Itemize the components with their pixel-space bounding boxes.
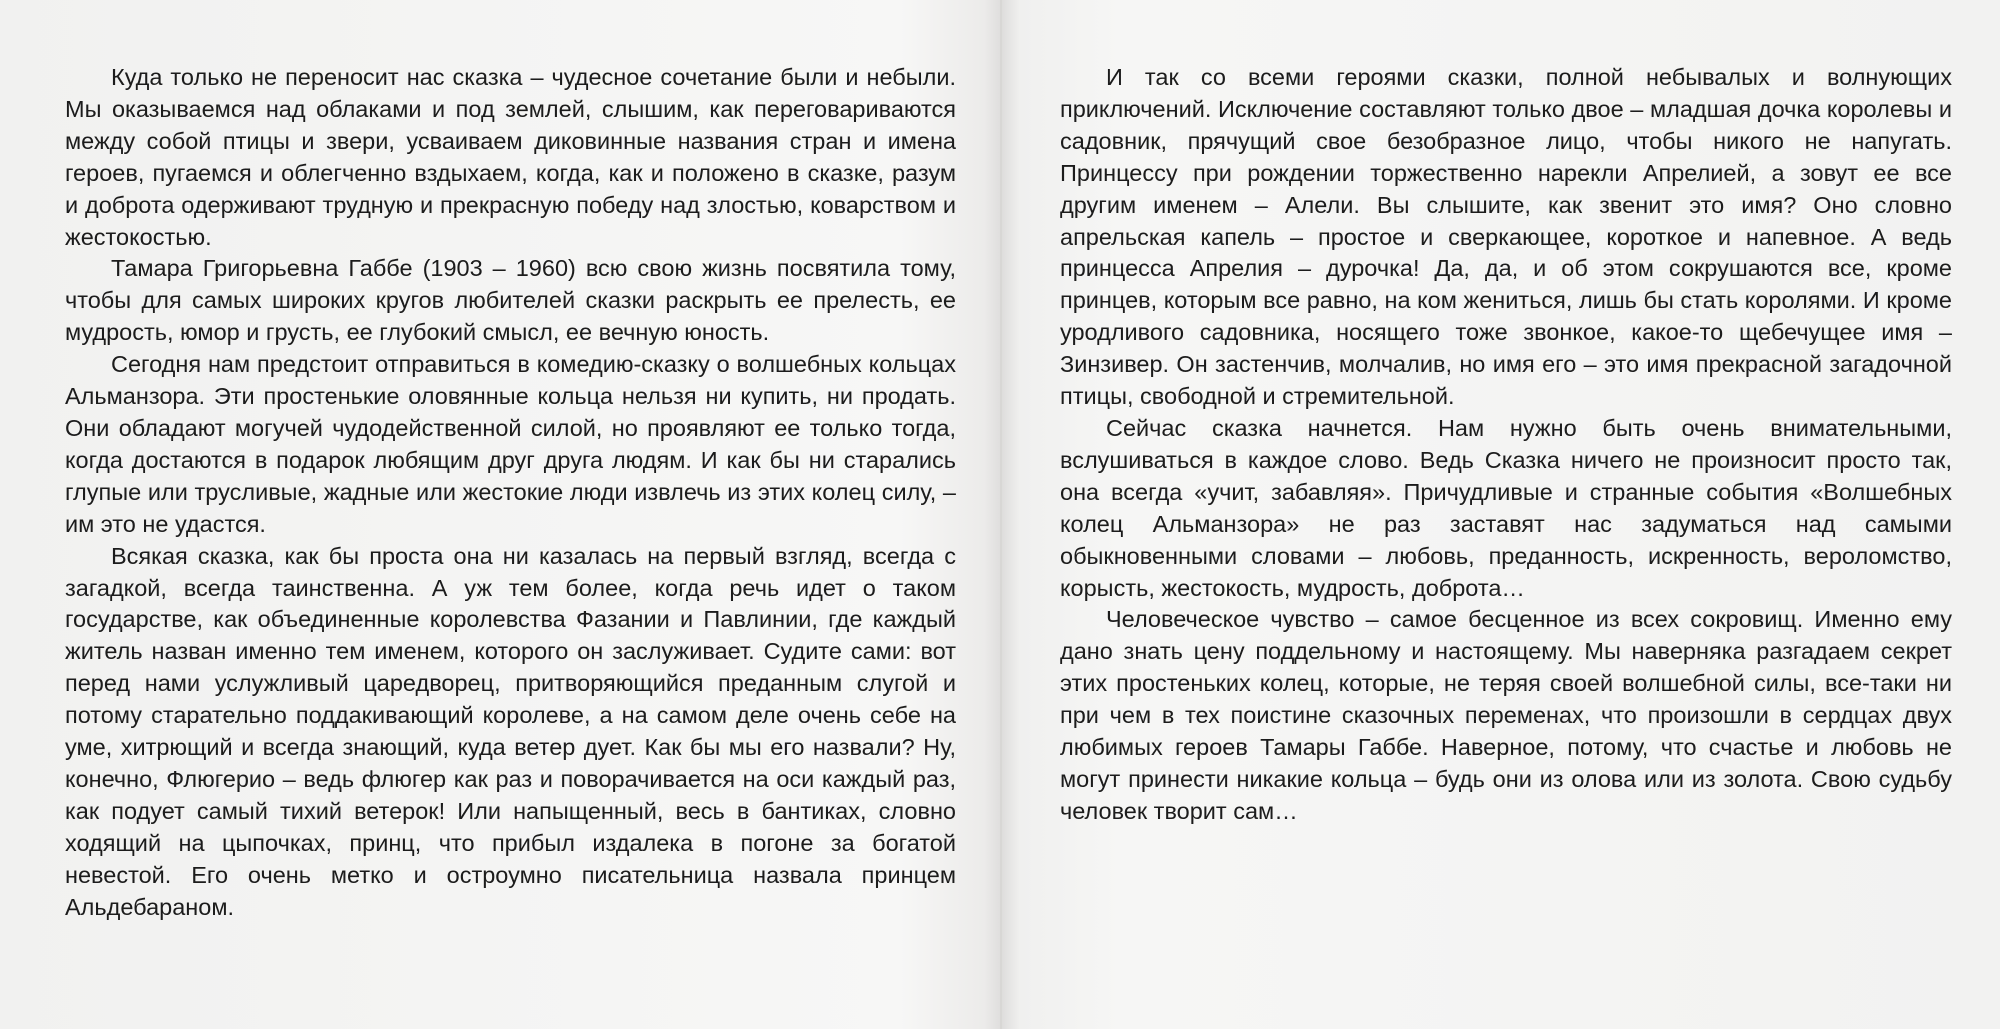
left-paragraph-1: Куда только не переносит нас сказка – чудесное сочетание были и небыли. Мы оказываемся над облаками и под землей, слышим, как переговариваются между собой птицы и звери, усваиваем диковинные названия стран и имена героев, пугаемся и облегченно вздыхаем, когда, как и положено в сказке, разум и доброта одерживают трудную и прекрасную победу над злостью, коварством и жестокостью. — [65, 64, 956, 250]
left-paragraph-3: Сегодня нам предстоит отправиться в комедию-сказку о волшебных кольцах Альманзора. Эти простенькие оловянные кольца нельзя ни купить, ни продать. Они обладают могучей чудодейственной силой, но проявляют ее только тогда, когда достаются в подарок любящим друг друга людям. И как бы ни старались глупые или трусливые, жадные или жестокие люди извлечь из этих колец силу, – им это не удастся. — [65, 351, 956, 537]
right-paragraph-3: Человеческое чувство – самое бесценное из всех сокровищ. Именно ему дано знать цену поддельному и настоящему. Мы наверняка разгадаем секрет этих простеньких колец, которые, не теряя своей волшебной силы, все-таки ни при чем в тех поистине сказочных переменах, что произошли в сердцах двух любимых героев Тамары Габбе. Наверное, потому, что счастье и любовь не могут принести никакие кольца – будь они из олова или из золота. Свою судьбу человек творит сам… — [1060, 606, 1952, 824]
right-paragraph-1: И так со всеми героями сказки, полной небывалых и волнующих приключений. Исключение составляют только двое – младшая дочка королевы и садовник, прячущий свое безобразное лицо, чтобы никого не напугать. Принцессу при рождении торжественно нарекли Апрелией, а зовут ее все другим именем – Алели. Вы слышите, как звенит это имя? Оно словно апрельская капель – простое и сверкающее, короткое и напевное. А ведь принцесса Апрелия – дурочка! Да, да, и об этом сокрушаются все, кроме принцев, которым все равно, на ком жениться, лишь бы стать королями. И кроме уродливого садовника, носящего тоже звонкое, какое-то щебечущее имя – Зинзивер. Он застенчив, молчалив, но имя его – это имя прекрасной загадочной птицы, свободной и стремительной. — [1060, 64, 1952, 410]
left-paragraph-2: Тамара Григорьевна Габбе (1903 – 1960) всю свою жизнь посвятила тому, чтобы для самых широких кругов любителей сказки раскрыть ее прелесть, ее мудрость, юмор и грусть, ее глубокий смысл, ее вечную юность. — [65, 255, 956, 346]
left-page — [65, 62, 956, 923]
center-fold — [1000, 0, 1002, 1029]
left-paragraph-4: Всякая сказка, как бы проста она ни казалась на первый взгляд, всегда с загадкой, всегда таинственна. А уж тем более, когда речь идет о таком государстве, как объединенные королевства Фазании и Павлинии, где каждый житель назван именно тем именем, которого он заслуживает. Судите сами: вот перед нами услужливый царедворец, притворяющийся преданным слугой и потому старательно поддакивающий королеве, а на самом деле очень себе на уме, хитрющий и всегда знающий, куда ветер дует. Как бы мы его назвали? Ну, конечно, Флюгерио – ведь флюгер как раз и поворачивается на оси каждый раз, как подует самый тихий ветерок! Или напыщенный, весь в бантиках, словно ходящий на цыпочках, принц, что прибыл издалека в погоне за богатой невестой. Его очень метко и остроумно писательница назвала принцем Альдебараном. — [65, 542, 956, 920]
right-page — [1060, 62, 1952, 828]
right-paragraph-2: Сейчас сказка начнется. Нам нужно быть очень внимательными, вслушиваться в каждое слово. Ведь Сказка ничего не произносит просто так, она всегда «учит, забавляя». Причудливые и странные события «Волшебных колец Альманзора» не раз заставят нас задуматься над самыми обыкновенными словами – любовь, преданность, искренность, вероломство, корысть, жестокость, мудрость, доброта… — [1060, 414, 1952, 601]
